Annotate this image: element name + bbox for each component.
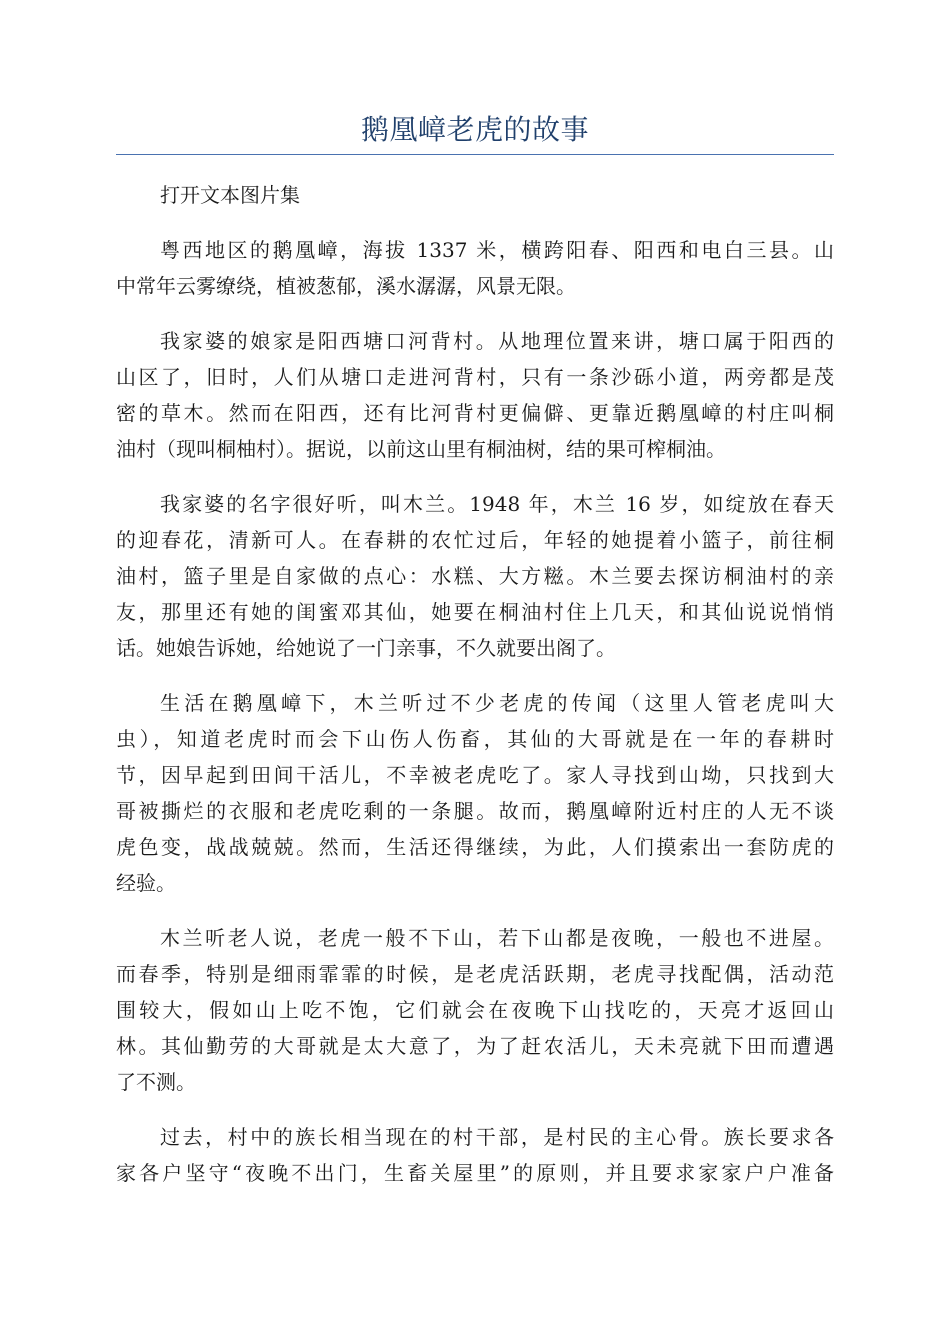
paragraph-line: 中常年云雾缭绕，植被葱郁，溪水潺潺，风景无限。 (116, 274, 576, 298)
paragraph-line: 密的草木。然而在阳西，还有比河背村更偏僻、更靠近鹅凰嶂的村庄叫桐 (116, 401, 834, 425)
paragraph (116, 1119, 834, 1191)
paragraph-line: 油村（现叫桐柚村）。据说，以前这山里有桐油树，结的果可榨桐油。 (116, 437, 726, 461)
paragraph-line: 油村，篮子里是自家做的点心：水糕、大方糍。木兰要去探访桐油村的亲 (116, 564, 834, 588)
paragraph-line: 话。她娘告诉她，给她说了一门亲事，不久就要出阁了。 (116, 636, 616, 660)
paragraph-line: 打开文本图片集 (160, 183, 300, 207)
paragraph (116, 177, 834, 213)
paragraph-line: 经验。 (116, 871, 176, 895)
paragraph-line: 友，那里还有她的闺蜜邓其仙，她要在桐油村住上几天，和其仙说说悄悄 (116, 600, 834, 624)
paragraph-line: 粤西地区的鹅凰嶂，海拔 1337 米，横跨阳春、阳西和电白三县。山 (160, 238, 834, 262)
title-underline (116, 154, 834, 155)
paragraph-line: 节，因早起到田间干活儿，不幸被老虎吃了。家人寻找到山坳，只找到大 (116, 763, 834, 787)
paragraph-line: 山区了，旧时，人们从塘口走进河背村，只有一条沙砾小道，两旁都是茂 (116, 365, 834, 389)
paragraph-line: 过去，村中的族长相当现在的村干部，是村民的主心骨。族长要求各 (160, 1125, 834, 1149)
paragraph-line: 虎色变，战战兢兢。然而，生活还得继续，为此，人们摸索出一套防虎的 (116, 835, 834, 859)
paragraph (116, 486, 834, 666)
document-title: 鹅凰嶂老虎的故事 (360, 113, 589, 146)
paragraph (116, 685, 834, 901)
paragraph-line: 生活在鹅凰嶂下，木兰听过不少老虎的传闻（这里人管老虎叫大 (160, 691, 834, 715)
paragraph-line: 家各户坚守“夜晚不出门，生畜关屋里”的原则，并且要求家家户户准备 (116, 1161, 834, 1185)
paragraph-line: 我家婆的名字很好听，叫木兰。1948 年，木兰 16 岁，如绽放在春天 (160, 492, 834, 516)
document-body (116, 177, 834, 1210)
paragraph (116, 323, 834, 467)
paragraph-line: 哥被撕烂的衣服和老虎吃剩的一条腿。故而，鹅凰嶂附近村庄的人无不谈 (116, 799, 834, 823)
paragraph-line: 虫），知道老虎时而会下山伤人伤畜，其仙的大哥就是在一年的春耕时 (116, 727, 834, 751)
paragraph-line: 而春季，特别是细雨霏霏的时候，是老虎活跃期，老虎寻找配偶，活动范 (116, 962, 834, 986)
paragraph-line: 木兰听老人说，老虎一般不下山，若下山都是夜晚，一般也不进屋。 (160, 926, 834, 950)
paragraph (116, 232, 834, 304)
paragraph-line: 林。其仙勤劳的大哥就是太大意了，为了赶农活儿，天未亮就下田而遭遇 (116, 1034, 834, 1058)
paragraph-line: 的迎春花，清新可人。在春耕的农忙过后，年轻的她提着小篮子，前往桐 (116, 528, 834, 552)
paragraph-line: 我家婆的娘家是阳西塘口河背村。从地理位置来讲，塘口属于阳西的 (160, 329, 834, 353)
paragraph-line: 了不测。 (116, 1070, 196, 1094)
paragraph (116, 920, 834, 1100)
paragraph-line: 围较大，假如山上吃不饱，它们就会在夜晚下山找吃的，天亮才返回山 (116, 998, 834, 1022)
